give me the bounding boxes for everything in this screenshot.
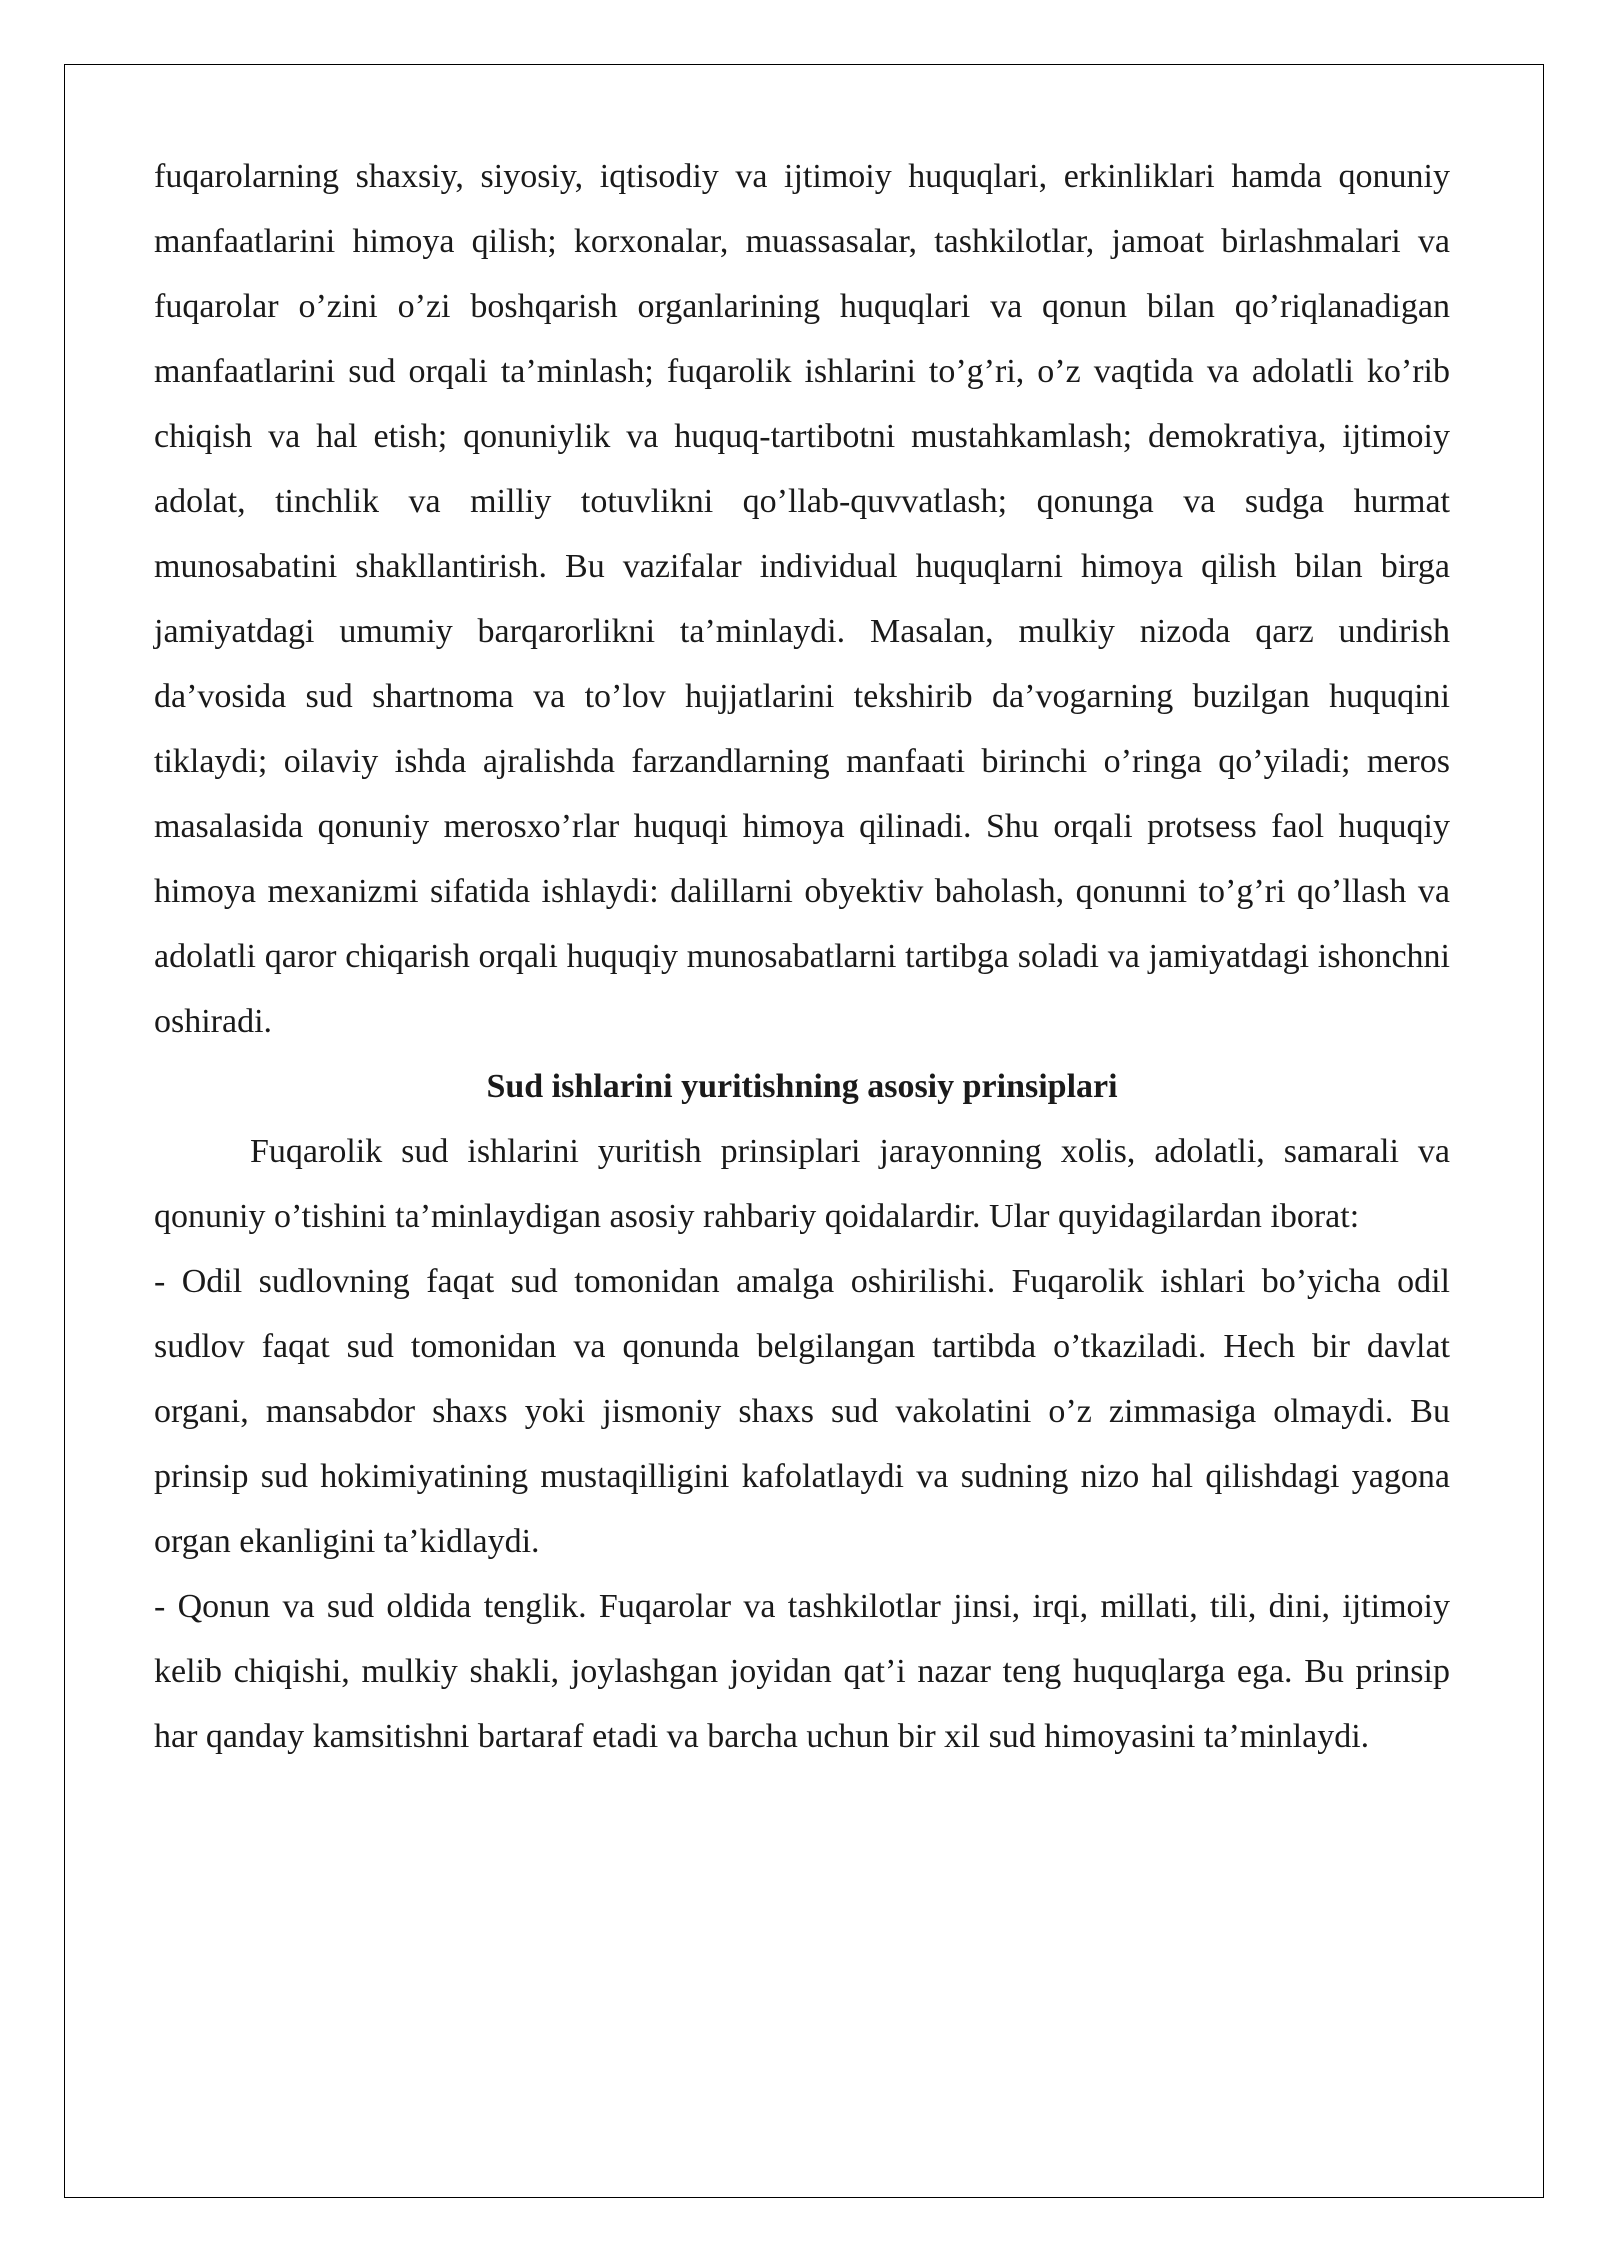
paragraph-principle-2: - Qonun va sud oldida tenglik. Fuqarolar va tashkilotlar jinsi, irqi, millati, tili, dini, ijtimoiy kelib chiqishi, mulkiy shakli, joylashgan joyidan qat’i nazar teng huquqlarga ega. Bu prinsip har qanday kamsitishni bartaraf etadi va barcha uchun bir xil sud himoyasini ta’minlaydi. [154, 1588, 1450, 1755]
section-heading: Sud ishlarini yuritishning asosiy prinsiplari [486, 1068, 1118, 1105]
document-body [154, 144, 1450, 1769]
paragraph-principle-1: - Odil sudlovning faqat sud tomonidan amalga oshirilishi. Fuqarolik ishlari bo’yicha odil sudlov faqat sud tomonidan va qonunda belgilangan tartibda o’tkaziladi. Hech bir davlat organi, mansabdor shaxs yoki jismoniy shaxs sud vakolatini o’z zimmasiga olmaydi. Bu prinsip sud hokimiyatining mustaqilligini kafolatlaydi va sudning nizo hal qilishdagi yagona organ ekanligini ta’kidlaydi. [154, 1263, 1450, 1560]
paragraph-intro: fuqarolarning shaxsiy, siyosiy, iqtisodiy va ijtimoiy huquqlari, erkinliklari hamda qonuniy manfaatlarini himoya qilish; korxonalar, muassasalar, tashkilotlar, jamoat birlashmalari va fuqarolar o’zini o’zi boshqarish organlarining huquqlari va qonun bilan qo’riqlanadigan manfaatlarini sud orqali ta’minlash; fuqarolik ishlarini to’g’ri, o’z vaqtida va adolatli ko’rib chiqish va hal etish; qonuniylik va huquq-tartibotni mustahkamlash; demokratiya, ijtimoiy adolat, tinchlik va milliy totuvlikni qo’llab-quvvatlash; qonunga va sudga hurmat munosabatini shakllantirish. Bu vazifalar individual huquqlarni himoya qilish bilan birga jamiyatdagi umumiy barqarorlikni ta’minlaydi. Masalan, mulkiy nizoda qarz undirish da’vosida sud shartnoma va to’lov hujjatlarini tekshirib da’vogarning buzilgan huquqini tiklaydi; oilaviy ishda ajralishda farzandlarning manfaati birinchi o’ringa qo’yiladi; meros masalasida qonuniy merosxo’rlar huquqi himoya qilinadi. Shu orqali protsess faol huquqiy himoya mexanizmi sifatida ishlaydi: dalillarni obyektiv baholash, qonunni to’g’ri qo’llash va adolatli qaror chiqarish orqali huquqiy munosabatlarni tartibga soladi va jamiyatdagi ishonchni oshiradi. [154, 158, 1450, 1040]
paragraph-principles-intro: Fuqarolik sud ishlarini yuritish prinsiplari jarayonning xolis, adolatli, samarali va qonuniy o’tishini ta’minlaydigan asosiy rahbariy qoidalardir. Ular quyidagilardan iborat: [154, 1133, 1450, 1235]
